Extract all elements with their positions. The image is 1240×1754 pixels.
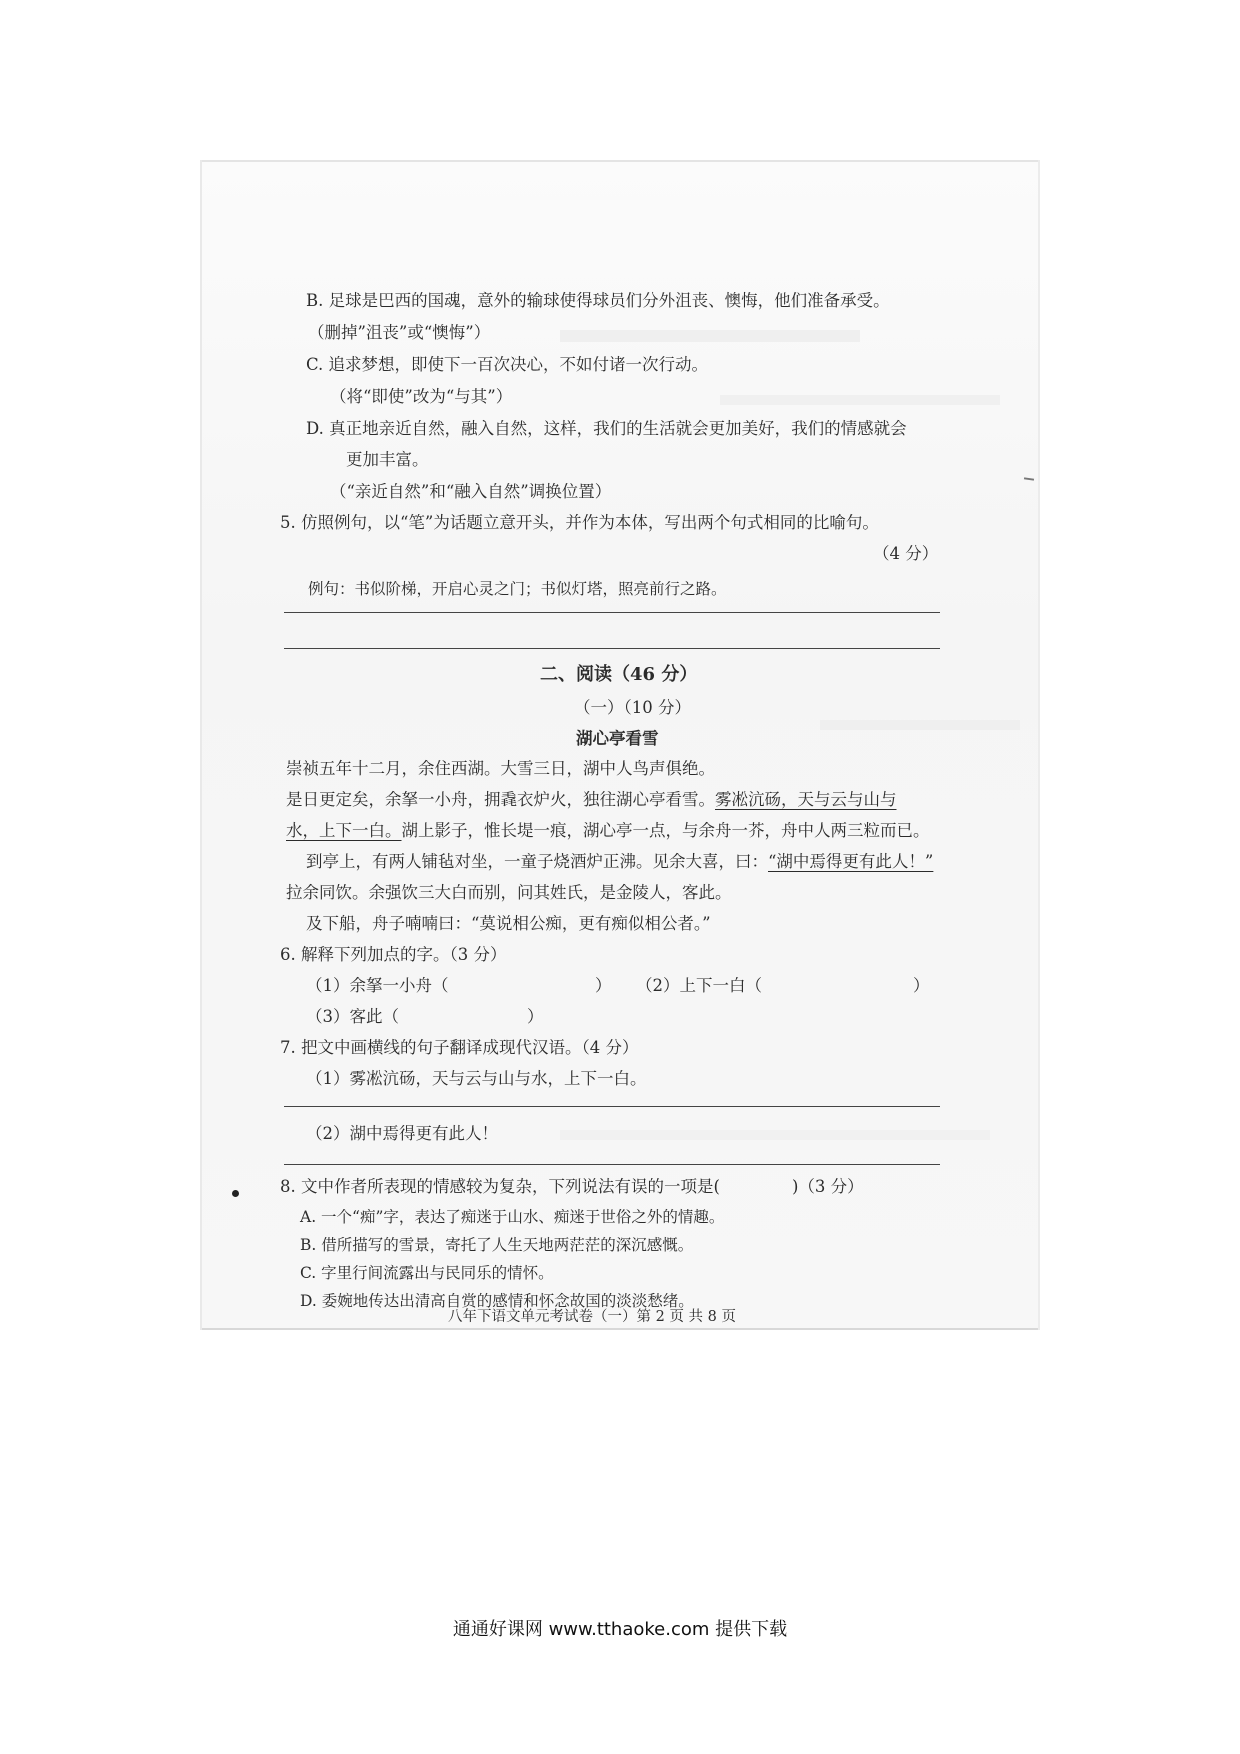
q6-stem: 6. 解释下列加点的字。（3 分）	[280, 945, 507, 964]
q5-score: （4 分）	[873, 544, 939, 563]
bleed-through	[560, 1130, 990, 1140]
passage-text: 湖上影子，惟长堤一痕，湖心亭一点，与余舟一芥，舟中人两三粒而已。	[401, 821, 930, 840]
passage-title: 湖心亭看雪	[576, 729, 659, 748]
q8-option-d: D. 委婉地传达出清高自赏的感情和怀念故国的淡淡愁绪。	[300, 1292, 694, 1310]
bleed-through	[560, 330, 860, 342]
q4-option-d-fix: （“亲近自然”和“融入自然”调换位置）	[330, 482, 612, 501]
q8-stem: 8. 文中作者所表现的情感较为复杂，下列说法有误的一项是(	[280, 1177, 720, 1196]
page-footer: 八年下语文单元考试卷（一）第 2 页 共 8 页	[448, 1309, 736, 1325]
q4-option-d-line1: D. 真正地亲近自然，融入自然，这样，我们的生活就会更加美好，我们的情感就会	[306, 419, 907, 438]
bleed-through	[720, 395, 1000, 405]
q5-stem: 5. 仿照例句，以“笔”为话题立意开头，并作为本体，写出两个句式相同的比喻句。	[280, 513, 879, 532]
scan-edge	[200, 1328, 1040, 1330]
answer-line[interactable]	[284, 1164, 940, 1165]
q7-sentence-1: （1）雾凇沆砀，天与云与山与水，上下一白。	[306, 1069, 647, 1088]
q4-option-d-line2: 更加丰富。	[346, 450, 429, 469]
underlined-sentence: 水，上下一白。	[286, 821, 402, 840]
q6-item-3: （3）客此（	[306, 1007, 399, 1026]
scan-edge	[1038, 160, 1040, 1330]
section-title: 二、阅读（46 分）	[540, 664, 698, 685]
q8-option-b: B. 借所描写的雪景，寄托了人生天地两茫茫的深沉感慨。	[300, 1236, 694, 1254]
bleed-through	[820, 720, 1020, 730]
scan-edge	[200, 160, 1040, 162]
scan-edge	[200, 160, 202, 1330]
q4-option-c: C. 追求梦想，即使下一百次决心，不如付诸一次行动。	[306, 355, 709, 374]
q6-item-1-close: ）	[595, 976, 612, 995]
section-subtitle: （一）（10 分）	[574, 698, 691, 717]
underlined-sentence: 雾凇沆砀，天与云与山与	[715, 790, 897, 809]
passage-paragraph	[286, 789, 897, 811]
passage-paragraph: 拉余同饮。余强饮三大白而别，问其姓氏，是金陵人，客此。	[286, 883, 732, 902]
q8-option-c: C. 字里行间流露出与民同乐的情怀。	[300, 1264, 554, 1282]
q6-item-3-close: ）	[527, 1007, 544, 1026]
q4-option-c-fix: （将“即使”改为“与其”）	[330, 387, 513, 406]
q7-sentence-2: （2）湖中焉得更有此人！	[306, 1124, 498, 1143]
download-footer: 通通好课网 www.tthaoke.com 提供下载	[452, 1619, 788, 1640]
q8-stem-close: )（3 分）	[792, 1177, 864, 1196]
q7-stem: 7. 把文中画横线的句子翻译成现代汉语。（4 分）	[280, 1038, 639, 1057]
answer-line[interactable]	[284, 1106, 940, 1107]
q4-option-b-fix: （删掉”沮丧”或“懊悔”）	[308, 323, 491, 342]
passage-paragraph: 及下船，舟子喃喃曰：“莫说相公痴，更有痴似相公者。”	[306, 914, 711, 933]
q6-item-1: （1）余拏一小舟（	[306, 976, 449, 995]
passage-paragraph	[306, 851, 933, 873]
q4-option-b: B. 足球是巴西的国魂，意外的输球使得球员们分外沮丧、懊悔，他们准备承受。	[306, 291, 890, 310]
underlined-sentence: “湖中焉得更有此人！”	[768, 852, 934, 871]
q6-item-2: （2）上下一白（	[636, 976, 762, 995]
bullet-mark	[232, 1190, 239, 1197]
passage-text: 是日更定矣，余拏一小舟，拥毳衣炉火，独往湖心亭看雪。	[286, 790, 715, 809]
passage-paragraph: 崇祯五年十二月，余住西湖。大雪三日，湖中人鸟声俱绝。	[286, 759, 715, 778]
answer-line[interactable]	[284, 648, 940, 649]
passage-paragraph	[286, 820, 930, 842]
answer-line[interactable]	[284, 612, 940, 613]
passage-text: 到亭上，有两人铺毡对坐，一童子烧酒炉正沸。见余大喜，曰：	[306, 852, 768, 871]
q8-option-a: A. 一个“痴”字，表达了痴迷于山水、痴迷于世俗之外的情趣。	[300, 1208, 725, 1226]
q5-example: 例句：书似阶梯，开启心灵之门；书似灯塔，照亮前行之路。	[308, 580, 727, 598]
q6-item-2-close: ）	[913, 976, 930, 995]
